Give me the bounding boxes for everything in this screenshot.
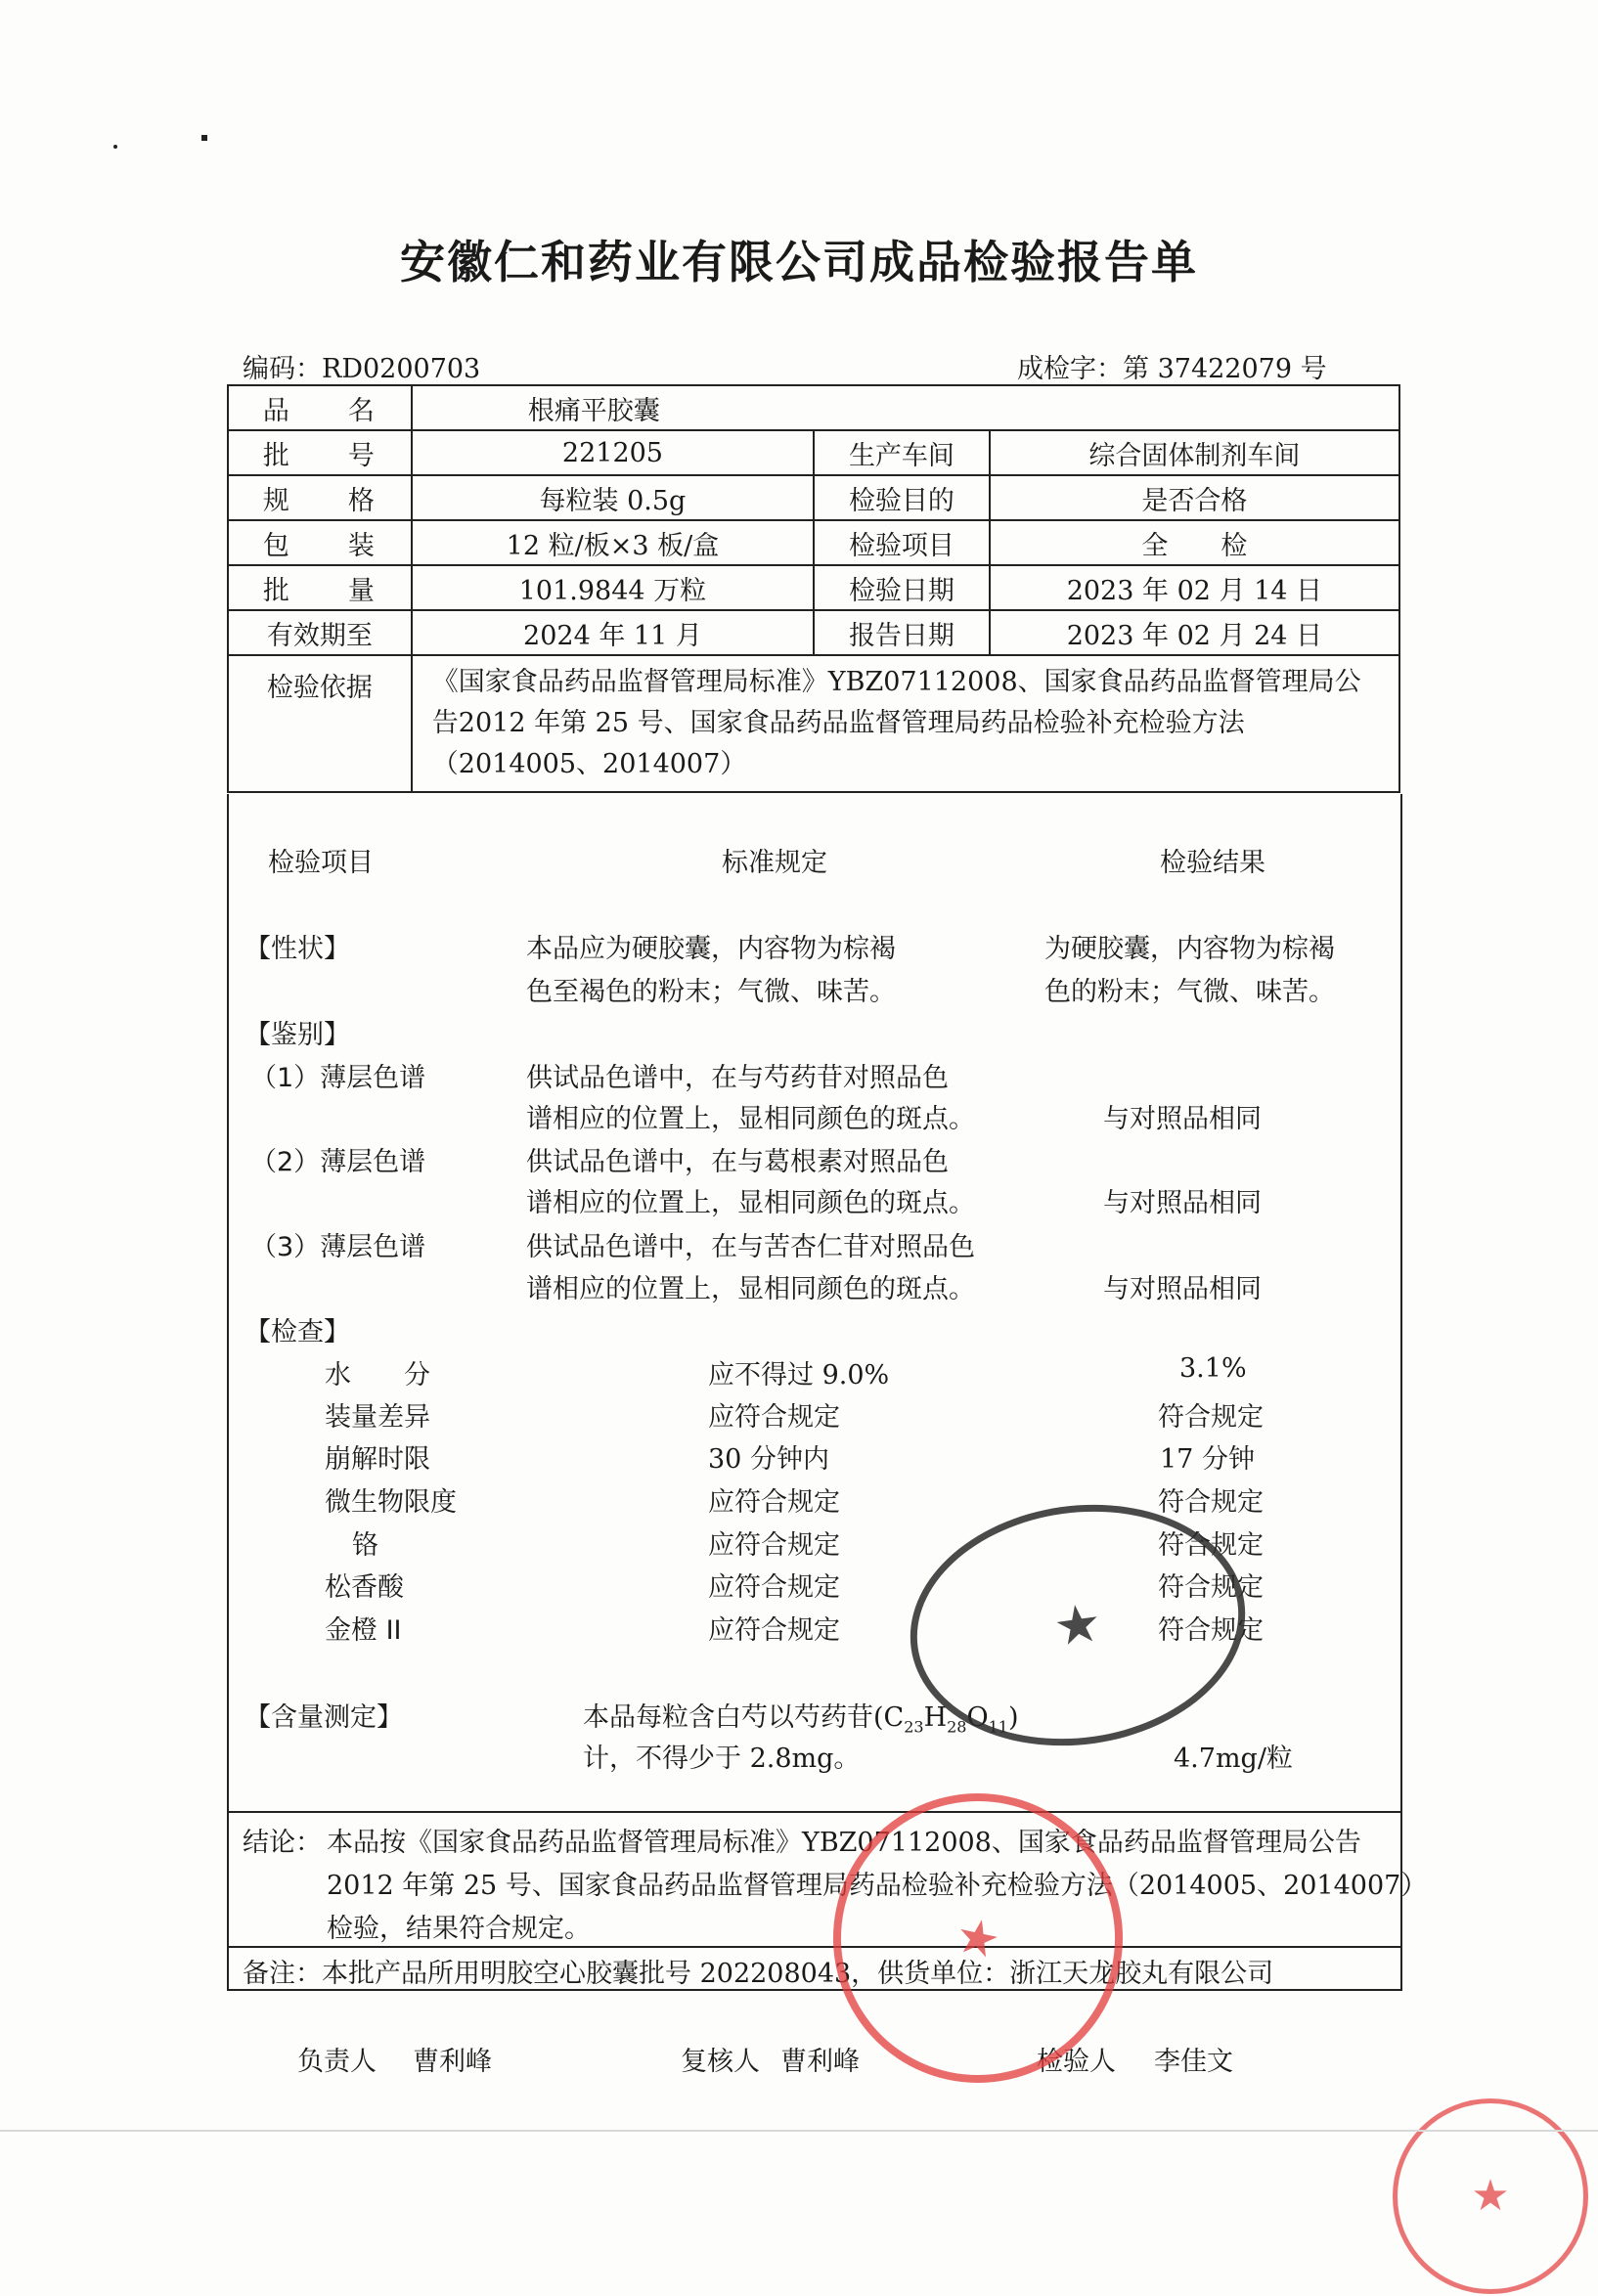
- check-chromium-standard: 应符合规定: [708, 1530, 840, 1561]
- check-abietic-acid-name: 松香酸: [325, 1572, 404, 1603]
- check-chromium-name: 铬: [352, 1530, 378, 1561]
- row-spec: [228, 475, 1399, 520]
- scan-speck: [201, 135, 207, 141]
- check-microbial-standard: 应符合规定: [708, 1487, 840, 1518]
- check-orange-ii-result: 符合规定: [1158, 1615, 1264, 1646]
- expiry-value: 2024 年 11 月: [412, 610, 814, 655]
- spec-label: 规 格: [228, 475, 412, 520]
- seal-star-icon: ★: [951, 1905, 1005, 1971]
- section-identification: 【鉴别】: [244, 1020, 350, 1050]
- assay-standard-line1: 本品每粒含白芍以芍药苷$(C_{23}H_{28}O_{11})$: [583, 1702, 1019, 1737]
- report-code: 编码：RD0200703: [243, 354, 481, 384]
- product-name-label: 品 名: [228, 385, 412, 430]
- check-disintegration-name: 崩解时限: [325, 1444, 430, 1475]
- col-header-result: 检验结果: [1160, 848, 1265, 878]
- workshop-value: 综合固体制剂车间: [990, 430, 1399, 475]
- scan-speck: [113, 145, 117, 149]
- ident-3-result: 与对照品相同: [1103, 1274, 1262, 1304]
- check-fill-weight-name: 装量差异: [325, 1402, 430, 1433]
- col-header-standard: 标准规定: [722, 848, 827, 878]
- basis-value: 《国家食品药品监督管理局标准》YBZ07112008、国家食品药品监督管理局公告2012 年第 25 号、国家食品药品监督管理局药品检验补充检验方法（2014005、2014007）: [412, 655, 1399, 792]
- quantity-value: 101.9844 万粒: [412, 565, 814, 610]
- check-fill-weight-standard: 应符合规定: [708, 1402, 840, 1433]
- reviewer-label: 复核人: [681, 2047, 760, 2077]
- expiry-label: 有效期至: [228, 610, 412, 655]
- row-packaging: [228, 520, 1399, 565]
- test-items-value: 全 检: [990, 520, 1399, 565]
- batch-label: 批 号: [228, 430, 412, 475]
- ident-1-name: （1）薄层色谱: [250, 1063, 426, 1093]
- check-orange-ii-standard: 应符合规定: [708, 1615, 840, 1646]
- quantity-label: 批 量: [228, 565, 412, 610]
- assay-standard-line2: 计，不得少于 2.8mg。: [583, 1744, 861, 1774]
- purpose-value: 是否合格: [990, 475, 1399, 520]
- check-microbial-name: 微生物限度: [325, 1487, 457, 1518]
- check-moisture-standard: 应不得过 9.0%: [708, 1360, 890, 1391]
- basis-label: 检验依据: [228, 655, 412, 792]
- corner-seal-stamp: [1393, 2098, 1588, 2294]
- assay-result: 4.7mg/粒: [1174, 1744, 1293, 1774]
- divider-conclusion: [227, 1811, 1400, 1813]
- row-quantity: [228, 565, 1399, 610]
- packaging-value: 12 粒/板×3 板/盒: [412, 520, 814, 565]
- conclusion-line1: 本品按《国家食品药品监督管理局标准》YBZ07112008、国家食品药品监督管理局公告: [327, 1828, 1361, 1858]
- ident-3-standard-line1: 供试品色谱中，在与苦杏仁苷对照品色: [526, 1232, 975, 1262]
- row-batch: [228, 430, 1399, 475]
- section-assay: 【含量测定】: [244, 1702, 403, 1733]
- conclusion-line3: 检验，结果符合规定。: [327, 1914, 591, 1944]
- col-header-item: 检验项目: [268, 848, 374, 878]
- conclusion-label: 结论：: [243, 1828, 322, 1858]
- check-orange-ii-name: 金橙 II: [325, 1615, 402, 1646]
- report-date-label: 报告日期: [814, 610, 990, 655]
- workshop-label: 生产车间: [814, 430, 990, 475]
- product-name-value: 根痛平胶囊: [412, 385, 1399, 430]
- check-microbial-result: 符合规定: [1158, 1487, 1264, 1518]
- ident-1-standard-line1: 供试品色谱中，在与芍药苷对照品色: [526, 1063, 949, 1093]
- test-items-label: 检验项目: [814, 520, 990, 565]
- inspector-name: 李佳文: [1154, 2047, 1233, 2077]
- conclusion-line2: 2012 年第 25 号、国家食品药品监督管理局药品检验补充检验方法（2014005、2014007）: [327, 1871, 1428, 1901]
- ident-2-standard-line2: 谱相应的位置上，显相同颜色的斑点。: [526, 1188, 975, 1218]
- product-info-table: [227, 384, 1400, 793]
- purpose-label: 检验目的: [814, 475, 990, 520]
- remark-text: 备注：本批产品所用明胶空心胶囊批号 202208043，供货单位：浙江天龙胶丸有限公司: [243, 1959, 1274, 1989]
- ident-2-standard-line1: 供试品色谱中，在与葛根素对照品色: [526, 1147, 949, 1177]
- scan-edge-line: [0, 2130, 1598, 2132]
- character-result-line1: 为硬胶囊，内容物为棕褐: [1044, 934, 1335, 964]
- row-basis: [228, 655, 1399, 792]
- reviewer-name: 曹利峰: [780, 2047, 860, 2077]
- check-disintegration-standard: 30 分钟内: [708, 1444, 829, 1475]
- check-chromium-result: 符合规定: [1158, 1530, 1264, 1561]
- seal-star-icon: ★: [1471, 2170, 1510, 2221]
- ident-1-standard-line2: 谱相应的位置上，显相同颜色的斑点。: [526, 1104, 975, 1134]
- row-product-name: [228, 385, 1399, 430]
- character-standard-line1: 本品应为硬胶囊，内容物为棕褐: [526, 934, 896, 964]
- packaging-label: 包 装: [228, 520, 412, 565]
- check-abietic-acid-standard: 应符合规定: [708, 1572, 840, 1603]
- test-date-value: 2023 年 02 月 14 日: [990, 565, 1399, 610]
- spec-value: 每粒装 0.5g: [412, 475, 814, 520]
- check-moisture-result: 3.1%: [1179, 1353, 1247, 1384]
- test-date-label: 检验日期: [814, 565, 990, 610]
- seal-star-icon: ★: [1049, 1590, 1106, 1658]
- ident-2-result: 与对照品相同: [1103, 1188, 1262, 1218]
- section-checks: 【检查】: [244, 1317, 350, 1347]
- inspection-number: 成检字：第 37422079 号: [1017, 354, 1327, 384]
- report-title: 安徽仁和药业有限公司成品检验报告单: [400, 236, 1198, 288]
- check-disintegration-result: 17 分钟: [1160, 1444, 1255, 1475]
- inspector-label: 检验人: [1037, 2047, 1116, 2077]
- ident-1-result: 与对照品相同: [1103, 1104, 1262, 1134]
- check-abietic-acid-result: 符合规定: [1158, 1572, 1264, 1603]
- divider-remark: [227, 1946, 1400, 1948]
- check-moisture-name: 水 分: [325, 1360, 430, 1391]
- check-fill-weight-result: 符合规定: [1158, 1402, 1264, 1433]
- row-expiry: [228, 610, 1399, 655]
- report-date-value: 2023 年 02 月 24 日: [990, 610, 1399, 655]
- ident-3-standard-line2: 谱相应的位置上，显相同颜色的斑点。: [526, 1274, 975, 1304]
- section-character: 【性状】: [244, 934, 350, 964]
- responsible-label: 负责人: [297, 2047, 377, 2077]
- batch-value: 221205: [412, 430, 814, 475]
- character-standard-line2: 色至褐色的粉末；气微、味苦。: [526, 977, 896, 1007]
- ident-2-name: （2）薄层色谱: [250, 1147, 426, 1177]
- character-result-line2: 色的粉末；气微、味苦。: [1044, 977, 1335, 1007]
- ident-3-name: （3）薄层色谱: [250, 1232, 426, 1262]
- responsible-name: 曹利峰: [413, 2047, 492, 2077]
